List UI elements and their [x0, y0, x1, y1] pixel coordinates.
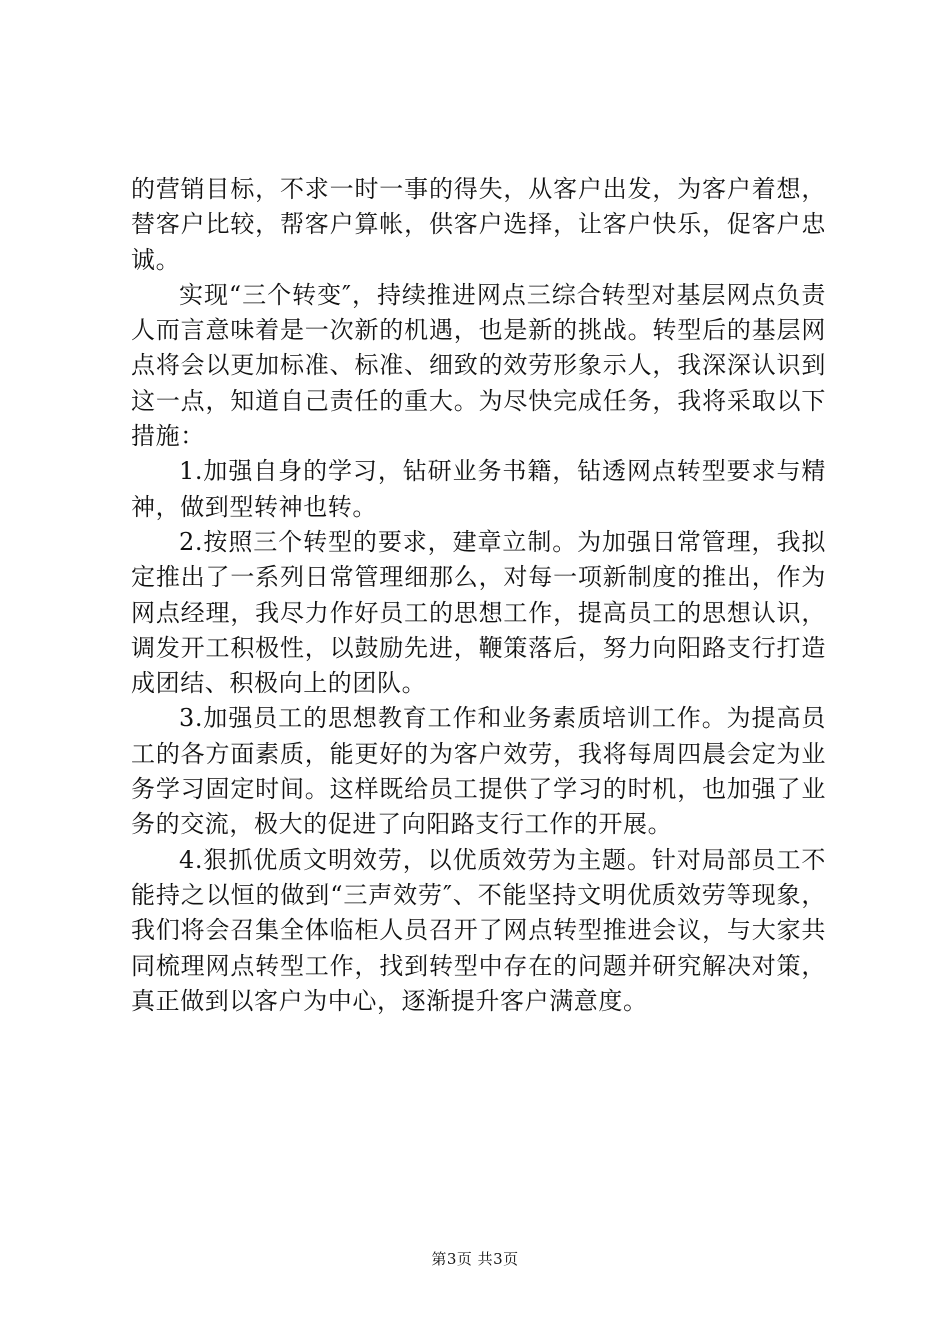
document-body [131, 172, 826, 1019]
paragraph-continuation: 的营销目标，不求一时一事的得失，从客户出发，为客户着想，替客户比较，帮客户算帐，供客户选择，让客户快乐，促客户忠诚。 [131, 175, 826, 274]
paragraph-item-4: 4.狠抓优质文明效劳，以优质效劳为主题。针对局部员工不能持之以恒的做到“三声效劳″、不能坚持文明优质效劳等现象，我们将会召集全体临柜人员召开了网点转型推进会议，与大家共同梳理网点转型工作，找到转型中存在的问题并研究解决对策，真正做到以客户为中心，逐渐提升客户满意度。 [131, 845, 826, 1015]
paragraph-intro: 实现“三个转变″，持续推进网点三综合转型对基层网点负责人而言意味着是一次新的机遇，也是新的挑战。转型后的基层网点将会以更加标准、标准、细致的效劳形象示人，我深深认识到这一点，知道自己责任的重大。为尽快完成任务，我将采取以下措施： [131, 280, 826, 451]
paragraph-item-3: 3.加强员工的思想教育工作和业务素质培训工作。为提高员工的各方面素质，能更好的为客户效劳，我将每周四晨会定为业务学习固定时间。这样既给员工提供了学习的时机，也加强了业务的交流，极大的促进了向阳路支行工作的开展。 [131, 704, 826, 839]
page-footer: 第3页 共3页 [431, 1250, 519, 1268]
paragraph-item-1: 1.加强自身的学习，钻研业务书籍，钻透网点转型要求与精神，做到型转神也转。 [131, 457, 826, 521]
paragraph-item-2: 2.按照三个转型的要求，建章立制。为加强日常管理，我拟定推出了一系列日常管理细那么，对每一项新制度的推出，作为网点经理，我尽力作好员工的思想工作，提高员工的思想认识，调发开工积极性，以鼓励先进，鞭策落后，努力向阳路支行打造成团结、积极向上的团队。 [131, 527, 826, 698]
